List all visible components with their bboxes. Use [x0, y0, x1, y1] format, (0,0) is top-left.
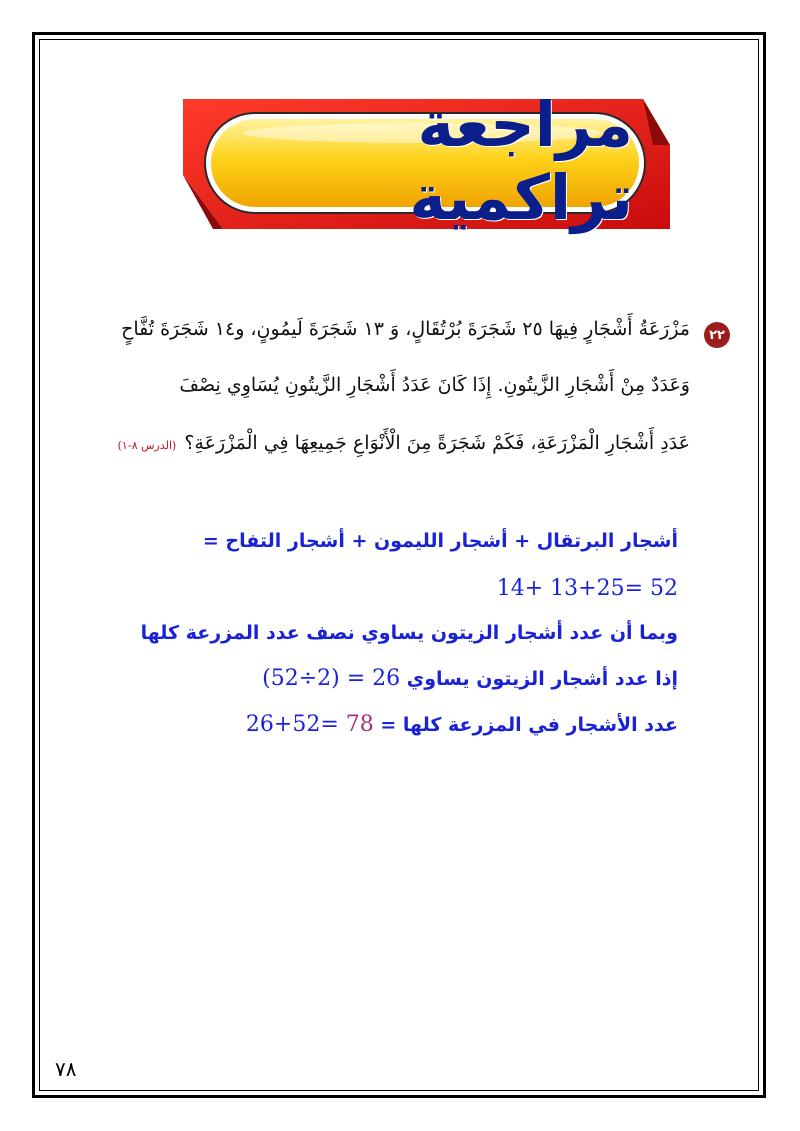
olive-trees-equation: (52÷2) = 26 [262, 666, 401, 691]
olive-trees-text: إذا عدد أشجار الزيتون يساوي [406, 668, 678, 690]
solution-line-3: وبما أن عدد أشجار الزيتون يساوي نصف عدد المزرعة كلها [140, 622, 678, 644]
sum-equation: 14+ 13+25= 52 [496, 576, 678, 601]
page-number: ٧٨ [55, 1057, 77, 1081]
problem-block [90, 318, 730, 478]
problem-line-3 [118, 432, 691, 454]
problem-line-3-text: عَدَدِ أَشْجَارِ الْمَزْرَعَةِ، فَكَمْ شَجَرَةً مِنَ الْأَنْوَاعِ جَمِيعِهَا فِي الْمَزْرَعَةِ؟ [184, 432, 690, 454]
problem-line-1: مَزْرَعَةُ أَشْجَارٍ فِيهَا ٢٥ شَجَرَةَ بُرْتُقَالٍ، وَ ١٣ شَجَرَةَ لَيمُونٍ، و١٤ شَجَرَةَ تُفَّاحٍ [121, 318, 690, 340]
total-trees-text: عدد الأشجار في المزرعة كلها = [380, 714, 678, 736]
solution-line-4 [262, 666, 678, 691]
solution-line-5 [246, 712, 678, 737]
solution-line-2 [497, 576, 678, 601]
total-trees-answer: 78 [345, 712, 374, 737]
section-banner [183, 88, 670, 234]
banner-title: مراجعة تراكمية [409, 88, 633, 234]
lesson-reference: (الدرس ٨-١) [117, 439, 177, 452]
solution-line-1: أشجار البرتقال + أشجار الليمون + أشجار التفاح = [202, 530, 678, 552]
problem-line-2: وَعَدَدٌ مِنْ أَشْجَارِ الزَّيتُونِ. إِذَا كَانَ عَدَدُ أَشْجَارِ الزَّيتُونِ يُسَاوِي نِصْفَ [179, 374, 690, 396]
total-trees-equation: 26+52= [245, 712, 346, 737]
problem-number-badge: ٢٢ [704, 322, 730, 348]
